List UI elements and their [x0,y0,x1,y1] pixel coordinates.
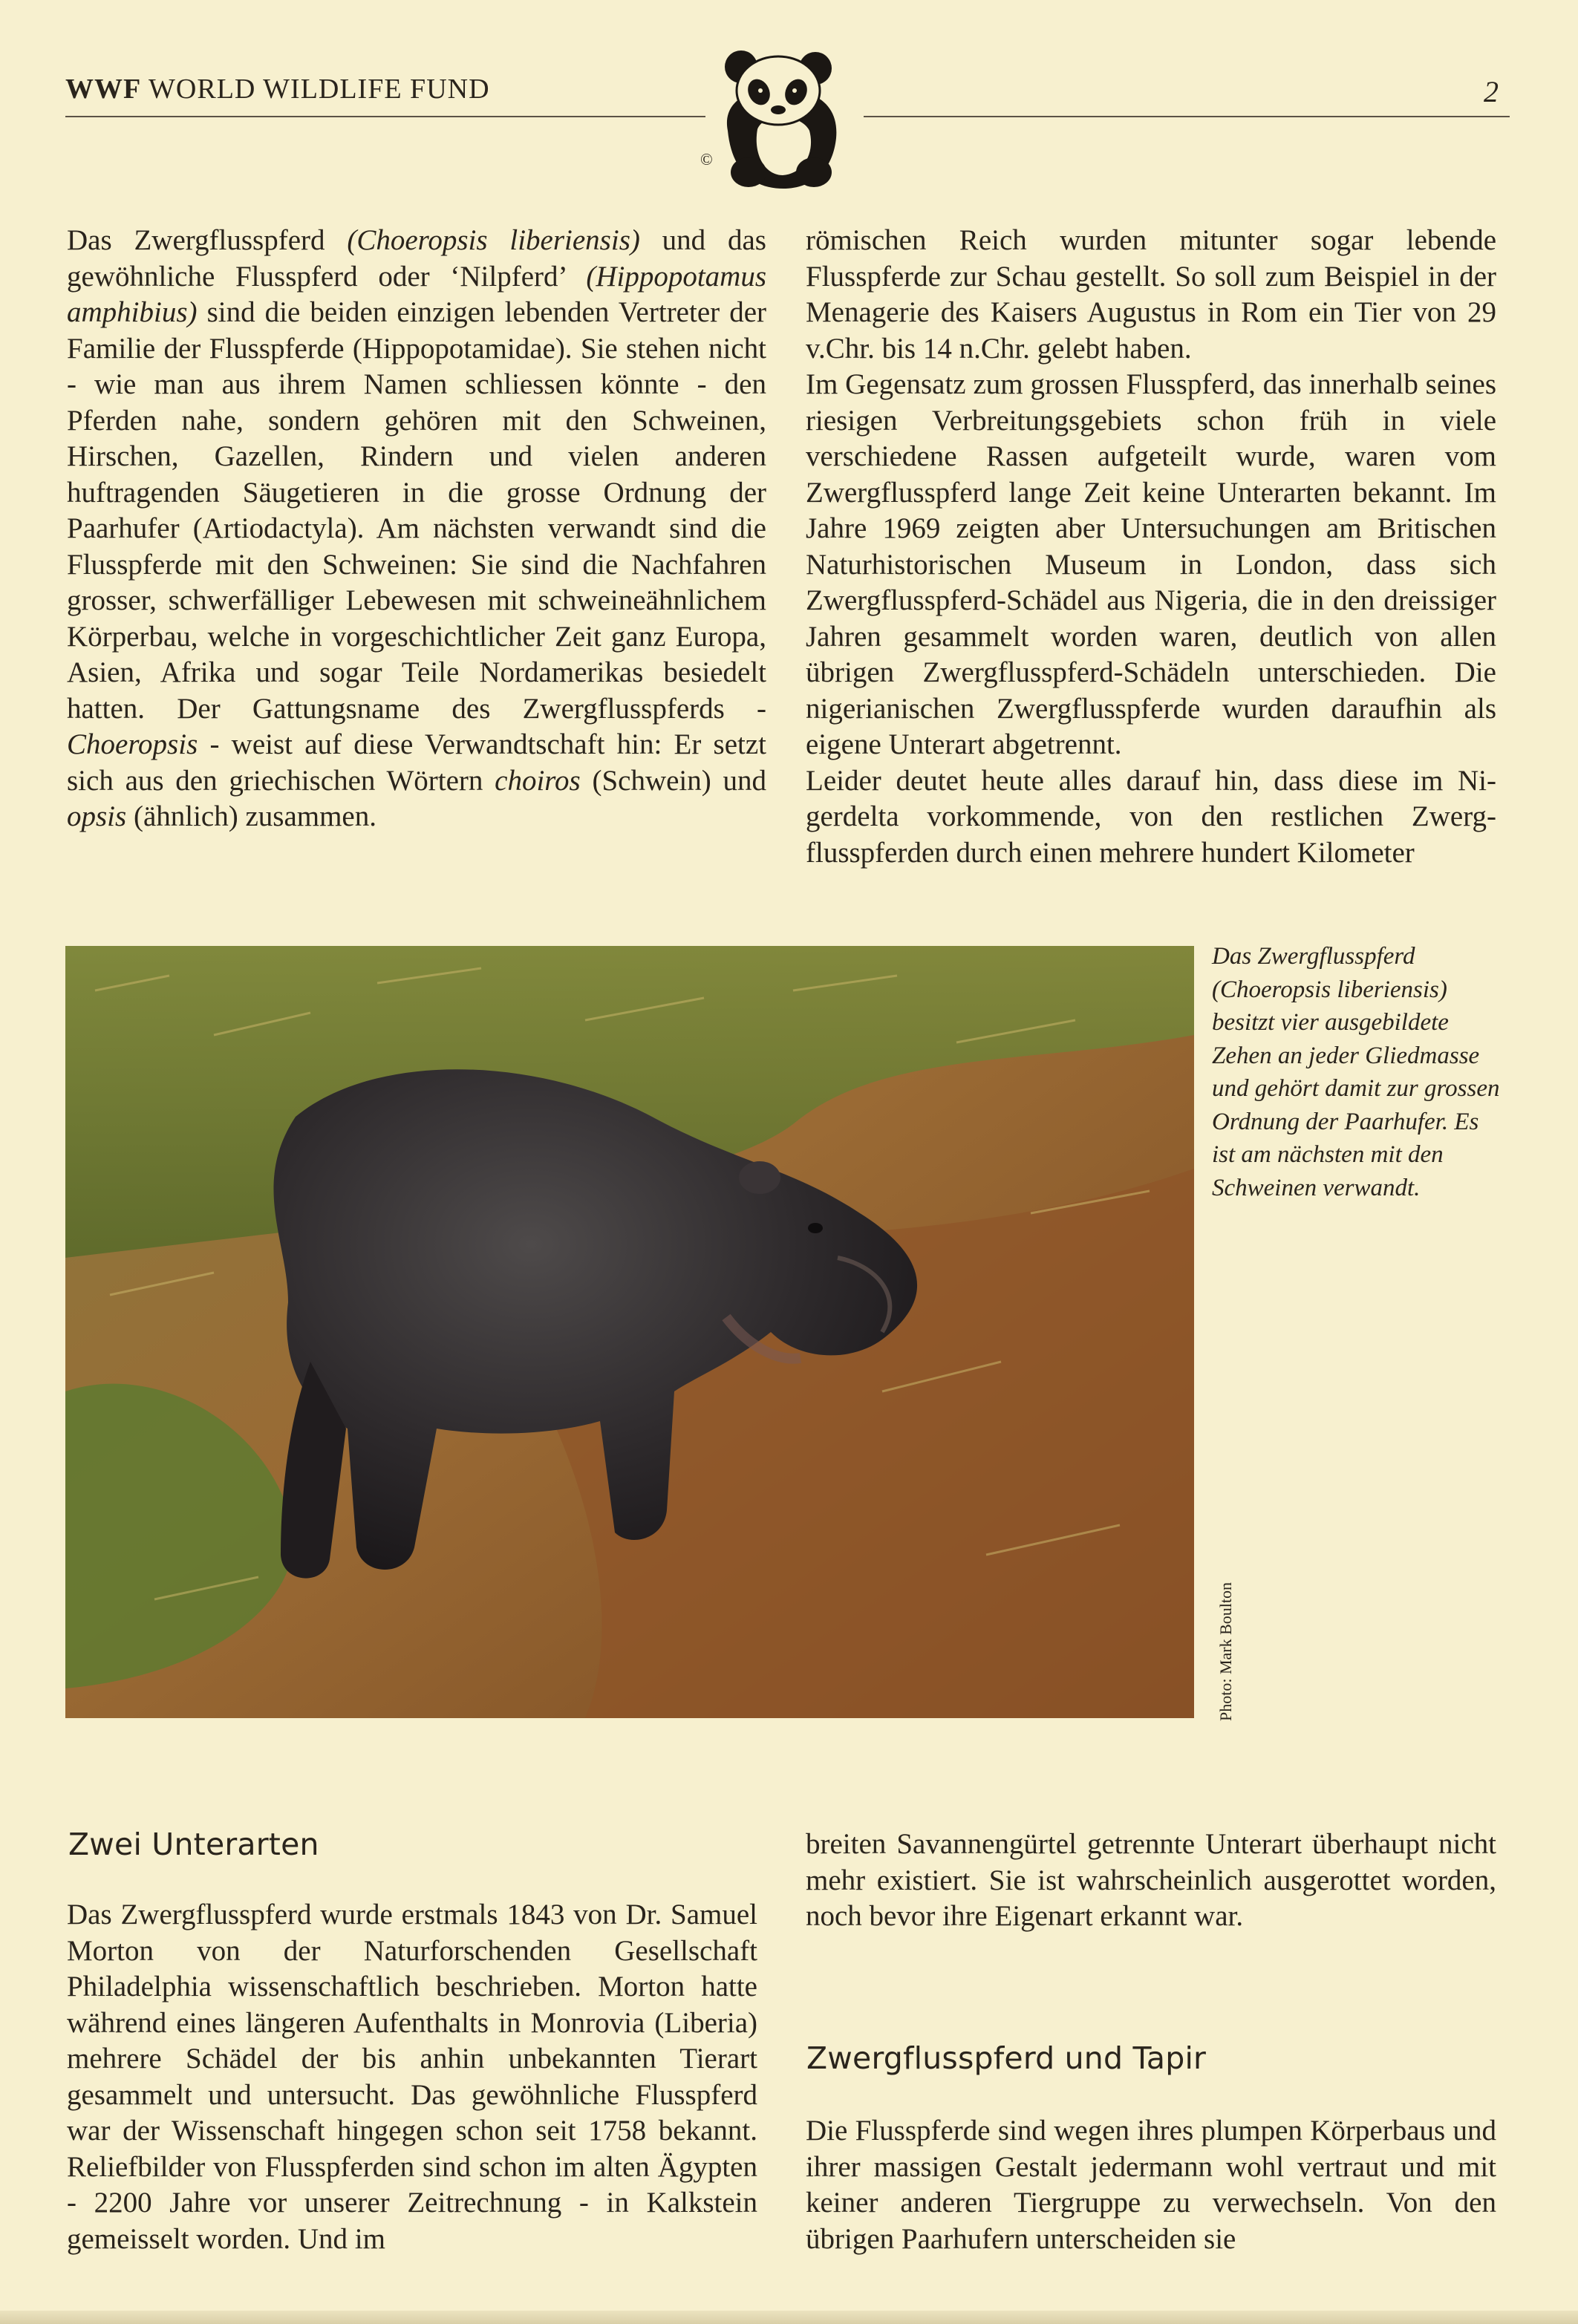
subspecies-paragraph: Das Zwergflusspferd wurde erstmals 1843 von Dr. Samuel Morton von der Naturforschenden Gesellschaft Philadelphia wissenschaftlich beschrieben. Morton hatte während eines längeren Aufenthalts in Monrovia (Liberia) mehrere Schädel der bis anhin unbekannten Tierart gesammelt und untersucht. Das gewöhnliche Flusspferd war der Wissenschaft hingegen schon seit 1758 bekannt. Reliefbilder von Flusspferden sind schon im alten Ägypten - 2200 Jahre vor unserer Zeitrechnung - in Kalkstein gemeisselt worden. Und im [67,1899,757,2255]
copyright-mark: © [700,150,713,169]
photo-credit: Photo: Mark Boulton [1216,1582,1235,1721]
header-rule-left [65,116,705,117]
pygmy-hippo-illustration [65,946,1194,1718]
latin-term: opsis [67,800,127,832]
pygmy-hippo-photo [65,946,1194,1718]
brand-title [65,73,490,105]
intro-paragraph-right-2: Im Gegensatz zum grossen Flusspferd, das innerhalb seines riesigen Verbreitungsgebiets schon früh in viele verschiedene Rassen aufgeteilt wurde, waren vom Zwergflusspferd lange Zeit keine Unterarten bekannt. Im Jahre 1969 zeigten aber Untersuchungen am Britischen Naturhistorischen Museum in London, dass sich Zwergflusspferd-Schädel aus Nigeria, die in den dreissiger Jahren gesammelt worden waren, deutlich von allen übrigen Zwergflusspferd-Schädeln unterschieden. Die nigerianischen Zwergflusspferde wurden daraufhin als eigene Unterart abgetrennt. [806,368,1496,760]
tapir-paragraph: Die Flusspferde sind wegen ihres plumpen Körperbaus und ihrer massigen Gestalt jedermann wohl vertraut und mit keiner anderen Tiergruppe zu verwechseln. Von den übrigen Paarhufern unterscheiden sie [806,2115,1496,2255]
heading-subspecies: Zwei Unterarten [68,1827,319,1862]
brand-mark: WWF [65,74,142,105]
subspecies-continuation: breiten Savannengürtel getrennte Unterart überhaupt nicht mehr existiert. Sie ist wahrscheinlich ausgerottet worden, noch bevor ihre Eigenart erkannt war. [806,1828,1496,1932]
text-run: (ähnlich) zusammen. [126,800,376,832]
brand-name: WORLD WILDLIFE FUND [149,74,490,105]
heading-tapir: Zwergflusspferd und Tapir [806,2040,1207,2076]
intro-paragraph-left [67,223,766,835]
page-number: 2 [1484,75,1499,108]
text-run: - weist auf diese Verwandtschaft hin: Er setzt sich aus den griechischen Wörtern [67,728,766,797]
tapir-column [806,2113,1496,2257]
latin-term: Choeropsis [67,728,198,760]
page-header [65,70,1506,203]
intro-paragraph-right-3: Leider deutet heute alles darauf hin, dass diese im Nigerdelta vorkommende, von den restlichen Zwergflusspferden durch einen mehrere hundert Kilometer [806,764,1496,869]
panda-logo-icon [705,42,854,198]
intro-column-left [67,223,766,835]
photo-caption: Das Zwergflusspferd (Choeropsis liberiensis) besitzt vier ausgebildete Zehen an jeder Gliedmasse und gehört damit zur grossen Ordnung der Paarhufer. Es ist am nächsten mit den Schweinen verwandt. [1212,943,1500,1201]
latin-term: choiros [495,764,581,797]
latin-term: (Hippopotamus amphibius) [67,260,766,328]
text-run: Das Zwergflusspferd [67,224,348,256]
intro-paragraph-right-1: römischen Reich wurden mitunter sogar lebende Flusspferde zur Schau gestellt. So soll zum Beispiel in der Menagerie des Kaisers Augustus in Rom ein Tier von 29 v.Chr. bis 14 n.Chr. gelebt haben. [806,224,1496,365]
text-run: und das gewöhnliche Flusspferd oder ‘Nilpferd’ [67,224,766,293]
latin-term: (Choeropsis liberiensis) [347,224,640,256]
text-run: sind die beiden einzigen lebenden Vertreter der Familie der Flusspferde (Hippopotamidae). Sie stehen nicht - wie man aus ihrem Namen schliessen könnte - den Pferden nahe, sondern gehören mit den Schweinen, Hirschen, Gazellen, Rindern und vielen anderen huftragenden Säugetieren in die grosse Ordnung der Paarhufer (Artiodactyla). Am nächsten verwandt sind die Flusspferde mit den Schweinen: Sie sind die Nachfahren grosser, schwerfälliger Lebewesen mit schweineähnlichem Körperbau, welche in vorgeschichtlicher Zeit ganz Europa, Asien, Afrika und sogar Teile Nordamerikas besiedelt hatten. Der Gattungsname des Zwergflusspferds - [67,296,766,725]
page-bottom-edge [0,2311,1578,2324]
subspecies-column-right [806,1827,1496,1935]
text-run: (Schwein) und [580,764,766,797]
intro-column-right [806,223,1496,871]
subspecies-column-left [67,1897,757,2257]
header-rule-right [864,116,1510,117]
